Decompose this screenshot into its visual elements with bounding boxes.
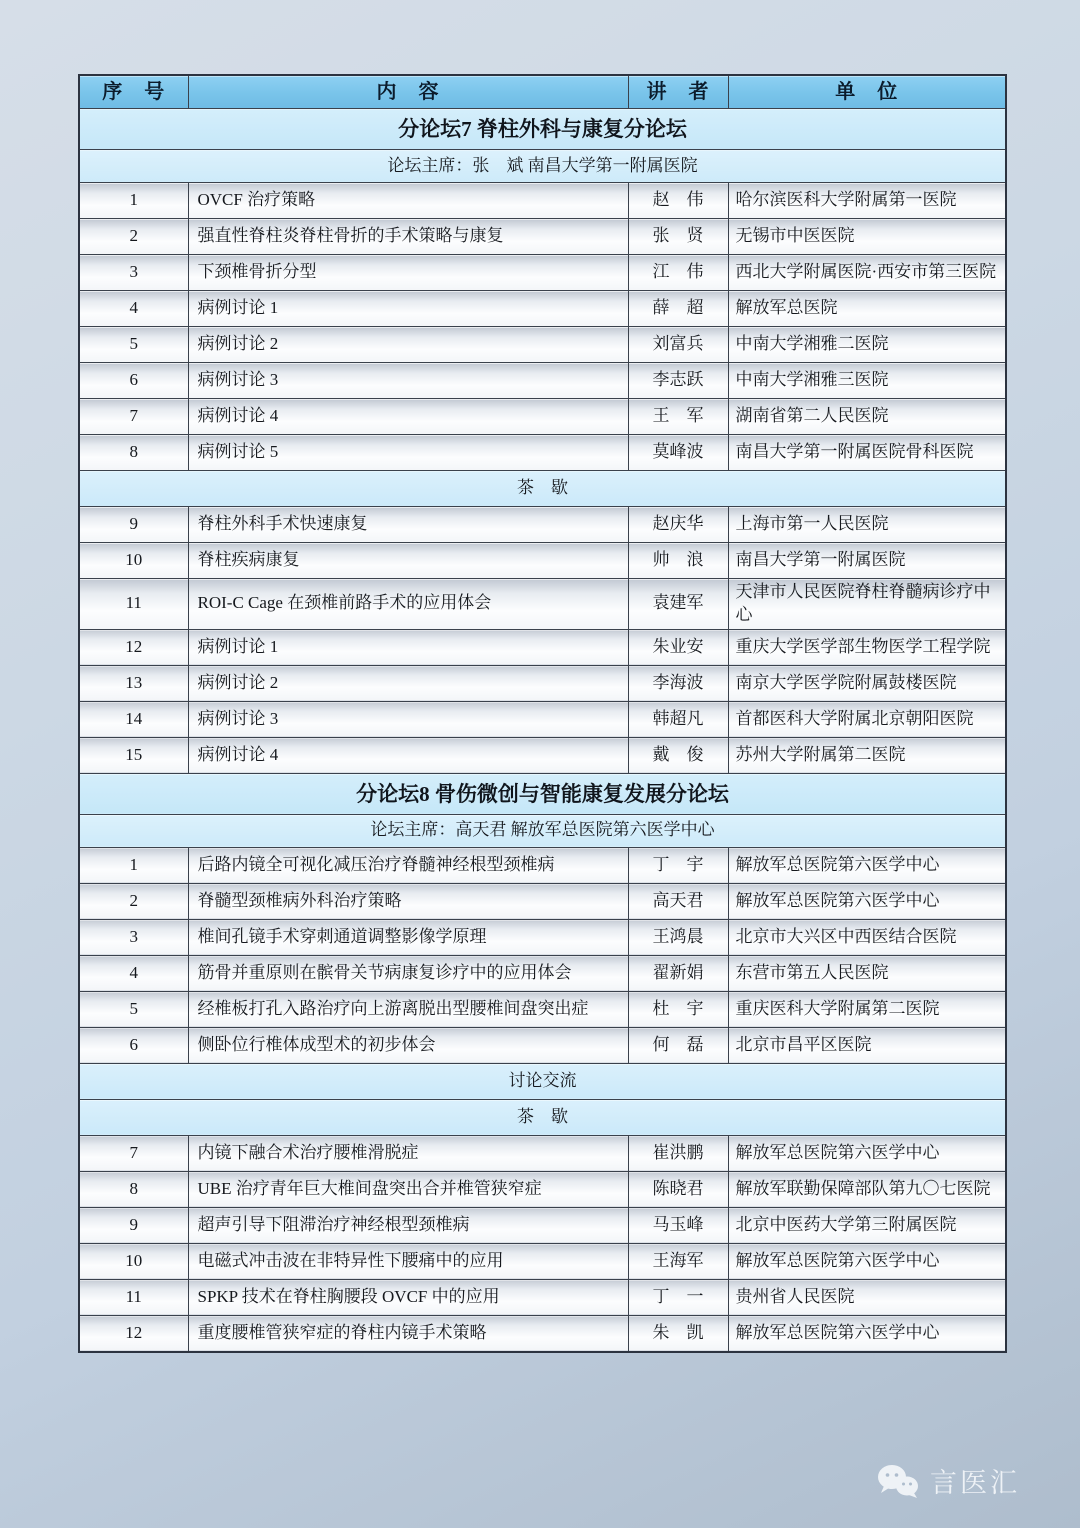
cell-content: 病例讨论 1 <box>188 629 628 665</box>
table-row <box>79 435 1006 471</box>
cell-affiliation: 北京市大兴区中西医结合医院 <box>728 919 1006 955</box>
table-row <box>79 665 1006 701</box>
cell-content: 经椎板打孔入路治疗向上游离脱出型腰椎间盘突出症 <box>188 991 628 1027</box>
cell-content: 下颈椎骨折分型 <box>188 255 628 291</box>
cell-content: 内镜下融合术治疗腰椎滑脱症 <box>188 1135 628 1171</box>
cell-affiliation: 贵州省人民医院 <box>728 1279 1006 1315</box>
table-row <box>79 543 1006 579</box>
chair-cell: 论坛主席：张 斌 南昌大学第一附属医院 <box>79 150 1006 183</box>
forum-chair-row <box>79 814 1006 847</box>
table-row <box>79 883 1006 919</box>
cell-speaker: 何 磊 <box>628 1027 728 1063</box>
cell-speaker: 王 军 <box>628 399 728 435</box>
cell-no: 11 <box>79 1279 188 1315</box>
cell-no: 14 <box>79 701 188 737</box>
cell-content: 重度腰椎管狭窄症的脊柱内镜手术策略 <box>188 1315 628 1352</box>
cell-content: 病例讨论 5 <box>188 435 628 471</box>
table-row <box>79 1315 1006 1352</box>
cell-affiliation: 解放军总医院 <box>728 291 1006 327</box>
cell-affiliation: 北京市昌平区医院 <box>728 1027 1006 1063</box>
section-cell: 分论坛8 骨伤微创与智能康复发展分论坛 <box>79 773 1006 814</box>
cell-affiliation: 上海市第一人民医院 <box>728 507 1006 543</box>
cell-speaker: 丁 宇 <box>628 847 728 883</box>
cell-no: 10 <box>79 543 188 579</box>
table-row <box>79 1279 1006 1315</box>
cell-affiliation: 北京中医药大学第三附属医院 <box>728 1207 1006 1243</box>
cell-no: 7 <box>79 399 188 435</box>
table-row <box>79 183 1006 219</box>
cell-no: 6 <box>79 363 188 399</box>
table-row <box>79 255 1006 291</box>
cell-no: 3 <box>79 255 188 291</box>
cell-speaker: 戴 俊 <box>628 737 728 773</box>
cell-content: UBE 治疗青年巨大椎间盘突出合并椎管狭窄症 <box>188 1171 628 1207</box>
cell-content: 病例讨论 2 <box>188 665 628 701</box>
cell-content: 病例讨论 2 <box>188 327 628 363</box>
cell-no: 4 <box>79 291 188 327</box>
cell-speaker: 高天君 <box>628 883 728 919</box>
watermark-text: 言医汇 <box>930 1468 1020 1498</box>
cell-speaker: 杜 宇 <box>628 991 728 1027</box>
chair-cell: 论坛主席：高天君 解放军总医院第六医学中心 <box>79 814 1006 847</box>
break-row <box>79 1099 1006 1135</box>
cell-speaker: 刘富兵 <box>628 327 728 363</box>
cell-affiliation: 南昌大学第一附属医院骨科医院 <box>728 435 1006 471</box>
cell-content: 病例讨论 1 <box>188 291 628 327</box>
table-row <box>79 399 1006 435</box>
cell-no: 7 <box>79 1135 188 1171</box>
table-row <box>79 1243 1006 1279</box>
table-header-row <box>79 75 1006 109</box>
cell-no: 2 <box>79 219 188 255</box>
cell-content: 脊髓型颈椎病外科治疗策略 <box>188 883 628 919</box>
cell-affiliation: 解放军总医院第六医学中心 <box>728 883 1006 919</box>
section-cell: 分论坛7 脊柱外科与康复分论坛 <box>79 109 1006 150</box>
cell-no: 6 <box>79 1027 188 1063</box>
table-row <box>79 701 1006 737</box>
cell-no: 1 <box>79 183 188 219</box>
table-row <box>79 1171 1006 1207</box>
cell-no: 5 <box>79 991 188 1027</box>
cell-content: 病例讨论 3 <box>188 363 628 399</box>
cell-speaker: 莫峰波 <box>628 435 728 471</box>
table-row <box>79 1207 1006 1243</box>
cell-speaker: 赵庆华 <box>628 507 728 543</box>
cell-no: 11 <box>79 579 188 630</box>
cell-affiliation: 重庆医科大学附属第二医院 <box>728 991 1006 1027</box>
cell-no: 12 <box>79 629 188 665</box>
cell-content: ROI-C Cage 在颈椎前路手术的应用体会 <box>188 579 628 630</box>
cell-speaker: 袁建军 <box>628 579 728 630</box>
cell-affiliation: 哈尔滨医科大学附属第一医院 <box>728 183 1006 219</box>
section-title-row <box>79 109 1006 150</box>
cell-no: 1 <box>79 847 188 883</box>
cell-speaker: 李海波 <box>628 665 728 701</box>
table-row <box>79 1135 1006 1171</box>
cell-content: 脊柱疾病康复 <box>188 543 628 579</box>
cell-no: 15 <box>79 737 188 773</box>
cell-content: OVCF 治疗策略 <box>188 183 628 219</box>
cell-affiliation: 中南大学湘雅二医院 <box>728 327 1006 363</box>
cell-speaker: 薛 超 <box>628 291 728 327</box>
cell-speaker: 张 贤 <box>628 219 728 255</box>
cell-affiliation: 天津市人民医院脊柱脊髓病诊疗中心 <box>728 579 1006 630</box>
cell-affiliation: 南昌大学第一附属医院 <box>728 543 1006 579</box>
cell-no: 4 <box>79 955 188 991</box>
cell-content: 后路内镜全可视化减压治疗脊髓神经根型颈椎病 <box>188 847 628 883</box>
cell-affiliation: 重庆大学医学部生物医学工程学院 <box>728 629 1006 665</box>
section-title-row <box>79 773 1006 814</box>
column-header-content: 内 容 <box>188 75 628 109</box>
cell-speaker: 朱 凯 <box>628 1315 728 1352</box>
cell-speaker: 陈晓君 <box>628 1171 728 1207</box>
cell-speaker: 翟新娟 <box>628 955 728 991</box>
table-row <box>79 363 1006 399</box>
cell-content: 筋骨并重原则在髌骨关节病康复诊疗中的应用体会 <box>188 955 628 991</box>
cell-affiliation: 解放军联勤保障部队第九〇七医院 <box>728 1171 1006 1207</box>
cell-speaker: 江 伟 <box>628 255 728 291</box>
program-table <box>78 74 1007 1353</box>
cell-speaker: 韩超凡 <box>628 701 728 737</box>
cell-content: 超声引导下阻滞治疗神经根型颈椎病 <box>188 1207 628 1243</box>
table-row <box>79 629 1006 665</box>
cell-content: 强直性脊柱炎脊柱骨折的手术策略与康复 <box>188 219 628 255</box>
table-row <box>79 579 1006 630</box>
cell-affiliation: 湖南省第二人民医院 <box>728 399 1006 435</box>
table-row <box>79 737 1006 773</box>
table-row <box>79 291 1006 327</box>
cell-no: 12 <box>79 1315 188 1352</box>
watermark <box>876 1461 1020 1500</box>
cell-speaker: 马玉峰 <box>628 1207 728 1243</box>
cell-content: 病例讨论 4 <box>188 399 628 435</box>
table-row <box>79 219 1006 255</box>
break-cell: 茶 歇 <box>79 471 1006 507</box>
cell-speaker: 丁 一 <box>628 1279 728 1315</box>
cell-affiliation: 南京大学医学院附属鼓楼医院 <box>728 665 1006 701</box>
cell-affiliation: 东营市第五人民医院 <box>728 955 1006 991</box>
cell-no: 5 <box>79 327 188 363</box>
cell-speaker: 赵 伟 <box>628 183 728 219</box>
wechat-icon <box>876 1463 920 1499</box>
cell-speaker: 王鸿晨 <box>628 919 728 955</box>
cell-affiliation: 无锡市中医医院 <box>728 219 1006 255</box>
break-cell: 茶 歇 <box>79 1099 1006 1135</box>
cell-content: 病例讨论 4 <box>188 737 628 773</box>
break-row <box>79 471 1006 507</box>
cell-affiliation: 苏州大学附属第二医院 <box>728 737 1006 773</box>
cell-affiliation: 西北大学附属医院·西安市第三医院 <box>728 255 1006 291</box>
cell-affiliation: 解放军总医院第六医学中心 <box>728 1315 1006 1352</box>
table-row <box>79 919 1006 955</box>
cell-affiliation: 首都医科大学附属北京朝阳医院 <box>728 701 1006 737</box>
cell-no: 9 <box>79 507 188 543</box>
cell-affiliation: 解放军总医院第六医学中心 <box>728 1243 1006 1279</box>
cell-no: 9 <box>79 1207 188 1243</box>
cell-no: 8 <box>79 1171 188 1207</box>
break-cell: 讨论交流 <box>79 1063 1006 1099</box>
cell-no: 10 <box>79 1243 188 1279</box>
forum-chair-row <box>79 150 1006 183</box>
cell-affiliation: 中南大学湘雅三医院 <box>728 363 1006 399</box>
table-row <box>79 507 1006 543</box>
cell-affiliation: 解放军总医院第六医学中心 <box>728 1135 1006 1171</box>
cell-speaker: 王海军 <box>628 1243 728 1279</box>
cell-speaker: 帅 浪 <box>628 543 728 579</box>
cell-affiliation: 解放军总医院第六医学中心 <box>728 847 1006 883</box>
cell-speaker: 崔洪鹏 <box>628 1135 728 1171</box>
cell-content: 病例讨论 3 <box>188 701 628 737</box>
cell-content: SPKP 技术在脊柱胸腰段 OVCF 中的应用 <box>188 1279 628 1315</box>
cell-speaker: 李志跃 <box>628 363 728 399</box>
cell-no: 8 <box>79 435 188 471</box>
cell-content: 电磁式冲击波在非特异性下腰痛中的应用 <box>188 1243 628 1279</box>
cell-no: 2 <box>79 883 188 919</box>
break-row <box>79 1063 1006 1099</box>
table-row <box>79 847 1006 883</box>
cell-content: 侧卧位行椎体成型术的初步体会 <box>188 1027 628 1063</box>
table-row <box>79 1027 1006 1063</box>
column-header-affiliation: 单 位 <box>728 75 1006 109</box>
cell-no: 13 <box>79 665 188 701</box>
cell-no: 3 <box>79 919 188 955</box>
table-row <box>79 991 1006 1027</box>
table-row <box>79 955 1006 991</box>
table-row <box>79 327 1006 363</box>
cell-speaker: 朱业安 <box>628 629 728 665</box>
cell-content: 椎间孔镜手术穿刺通道调整影像学原理 <box>188 919 628 955</box>
cell-content: 脊柱外科手术快速康复 <box>188 507 628 543</box>
column-header-speaker: 讲 者 <box>628 75 728 109</box>
column-header-no: 序 号 <box>79 75 188 109</box>
